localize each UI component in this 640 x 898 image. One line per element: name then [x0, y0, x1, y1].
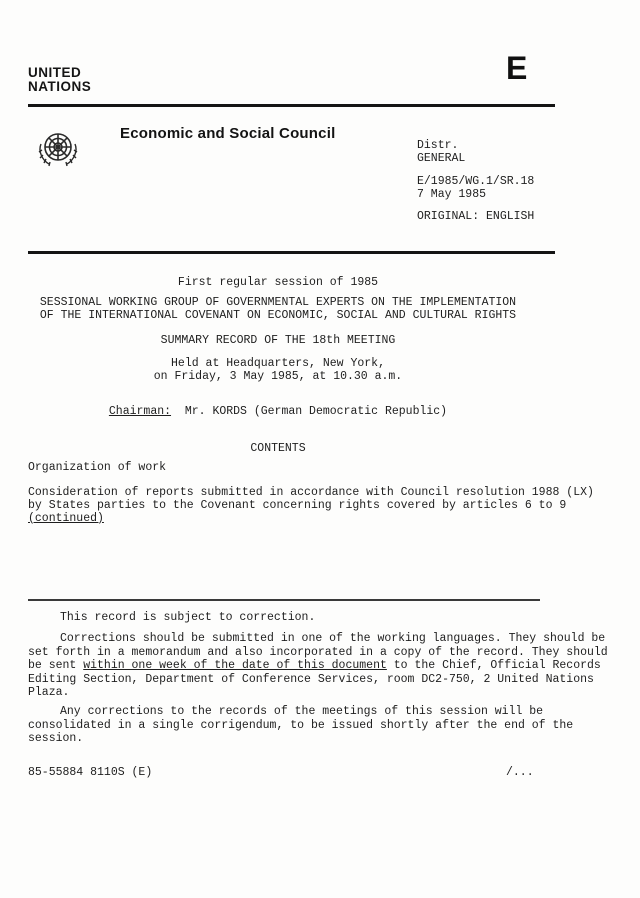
distr-label: Distr. — [417, 139, 459, 152]
distr-type: GENERAL — [417, 152, 466, 165]
session-title: First regular session of 1985 — [177, 276, 379, 289]
document-date: 7 May 1985 — [417, 188, 487, 201]
working-group-title-line2: OF THE INTERNATIONAL COVENANT ON ECONOMIC, SOCIAL AND CULTURAL RIGHTS — [39, 309, 517, 322]
corrections-text-before: Corrections should be submitted in one of the working languages. They should be set forth in a memorandum and also incorporated in a copy of the record. They should be sent — [28, 632, 608, 672]
footnote-rule — [28, 599, 540, 601]
meeting-location-line: Held at Headquarters, New York, — [171, 357, 385, 370]
corrections-text-after: to the Chief, Official Records Editing Section, Department of Conference Services, room DC2-750, 2 United Nations Plaza. — [28, 659, 601, 699]
working-group-title-line1: SESSIONAL WORKING GROUP OF GOVERNMENTAL EXPERTS ON THE IMPLEMENTATION — [39, 296, 517, 309]
meeting-datetime-line: on Friday, 3 May 1985, at 10.30 a.m. — [153, 370, 403, 383]
org-name — [28, 66, 91, 93]
document-symbol: E/1985/WG.1/SR.18 — [417, 175, 535, 188]
correction-note: This record is subject to correction. — [60, 611, 316, 624]
chairman-line — [0, 405, 556, 418]
original-language: ORIGINAL: ENGLISH — [417, 210, 535, 223]
chairman-label: Chairman: — [108, 405, 172, 418]
consolidation-paragraph: Any corrections to the records of the meetings of this session will be consolidated in a single corrigendum, to be issued shortly after the end of the session. — [28, 705, 574, 745]
agenda-item-organization: Organization of work — [28, 461, 167, 474]
contents-heading: CONTENTS — [250, 442, 306, 455]
agenda-item-reports-line1: Consideration of reports submitted in accordance with Council resolution 1988 (LX) — [28, 486, 594, 499]
council-title: Economic and Social Council — [120, 125, 336, 142]
header-rule-bottom — [28, 251, 555, 254]
document-series-letter: E — [506, 50, 528, 86]
chairman-name: Mr. KORDS (German Democratic Republic) — [171, 405, 448, 418]
corrections-paragraph — [28, 632, 616, 700]
working-group-title — [0, 296, 556, 322]
header-rule-top — [28, 104, 555, 107]
agenda-item-reports-line2: by States parties to the Covenant concerning rights covered by articles 6 to 9 — [28, 499, 567, 512]
org-name-line2: NATIONS — [28, 78, 92, 94]
agenda-item-continued: (continued) — [28, 512, 104, 525]
corrections-deadline: within one week of the date of this document — [83, 659, 387, 672]
org-name-line1: UNITED — [28, 65, 82, 80]
page-continuation-marker: /... — [506, 766, 534, 779]
agenda-item-reports — [28, 486, 618, 525]
meeting-location-datetime — [0, 357, 556, 383]
un-emblem-icon — [34, 124, 82, 172]
document-number: 85-55884 8110S (E) — [28, 766, 153, 779]
summary-record-title: SUMMARY RECORD OF THE 18th MEETING — [160, 334, 396, 347]
